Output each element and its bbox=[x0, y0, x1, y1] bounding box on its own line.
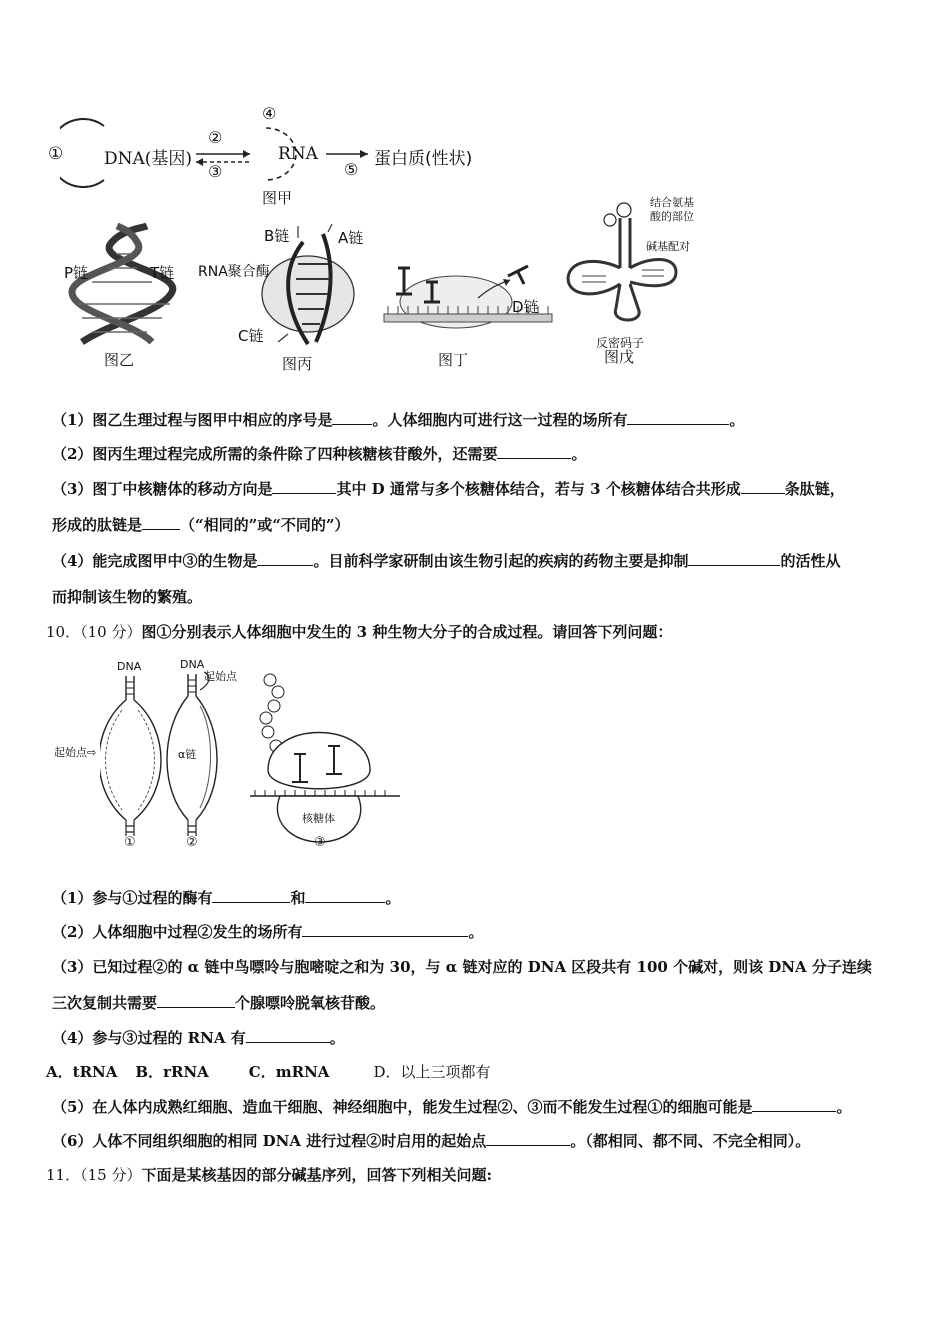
alpha-chain-label: α链 bbox=[178, 748, 197, 761]
caption-ding: 图丁 bbox=[438, 351, 469, 369]
answer-blank[interactable] bbox=[497, 444, 571, 459]
process-label-1: ① bbox=[124, 835, 136, 850]
q10-options bbox=[46, 1062, 490, 1082]
fig-jia-circ1: ① bbox=[48, 144, 64, 164]
fig-jia-circ4: ④ bbox=[262, 104, 277, 123]
rna-polymerase-label: RNA聚合酶 bbox=[198, 264, 270, 280]
answer-blank[interactable] bbox=[157, 993, 235, 1008]
anticodon-label: 反密码子 bbox=[596, 336, 645, 350]
q9-part2: （2）图丙生理过程完成所需的条件除了四种核糖核苷酸外，还需要 。 bbox=[52, 445, 587, 463]
q9-part4-cont: 而抑制该生物的繁殖。 bbox=[52, 588, 203, 606]
q10-part4: （4）参与③过程的 RNA 有 。 bbox=[52, 1029, 345, 1047]
origin-label-top: 起始点 bbox=[204, 670, 237, 683]
answer-blank[interactable] bbox=[486, 1131, 570, 1146]
caption-bing: 图丙 bbox=[282, 355, 313, 373]
caption-wu: 图戊 bbox=[604, 348, 635, 366]
fig-jia-circ2: ② bbox=[208, 128, 223, 147]
answer-blank[interactable] bbox=[272, 479, 336, 494]
option-c[interactable]: C．mRNA bbox=[248, 1063, 330, 1081]
protein-label: 蛋白质(性状) bbox=[374, 149, 473, 169]
c-chain-label: C链 bbox=[238, 327, 264, 345]
b-chain-label: B链 bbox=[264, 227, 290, 245]
answer-blank[interactable] bbox=[246, 1028, 330, 1043]
rna-label: RNA bbox=[278, 144, 318, 164]
answer-blank[interactable] bbox=[212, 888, 290, 903]
a-chain-label: A链 bbox=[338, 229, 364, 247]
process-label-2: ② bbox=[186, 835, 198, 850]
dna-gene-label: DNA(基因) bbox=[104, 149, 193, 169]
q9-part3-cont: 形成的肽链是 （“相同的”或“不同的”） bbox=[52, 516, 350, 534]
answer-blank[interactable] bbox=[332, 410, 372, 425]
q9-part3: （3）图丁中核糖体的移动方向是 其中 D 通常与多个核糖体结合，若与 3 个核糖体结合共形成 条肽链， bbox=[52, 480, 845, 498]
q10-part3: （3）已知过程②的 α 链中鸟嘌呤与胞嘧啶之和为 30，与 α 链对应的 DNA 区段共有 100 个碱对，则该 DNA 分子连续 bbox=[52, 958, 872, 976]
d-chain-label: D链 bbox=[512, 298, 539, 316]
process-label-3: ③ bbox=[314, 835, 326, 850]
origin-label-left: 起始点⇨ bbox=[54, 746, 97, 759]
answer-blank[interactable] bbox=[142, 515, 180, 530]
double-helix-diagram bbox=[52, 222, 202, 352]
caption-yi: 图乙 bbox=[104, 351, 135, 369]
q9-part4: （4）能完成图甲中③的生物是 。目前科学家研制由该生物引起的疾病的药物主要是抑制 的活性从 bbox=[52, 552, 841, 570]
ribosome-label: 核糖体 bbox=[302, 812, 335, 825]
answer-blank[interactable] bbox=[302, 922, 468, 937]
answer-blank[interactable] bbox=[627, 410, 729, 425]
p-chain-label: P链 bbox=[64, 264, 89, 282]
base-pairing-label: 碱基配对 bbox=[646, 240, 690, 253]
option-a[interactable]: A．tRNA bbox=[46, 1063, 118, 1081]
q11-heading: 11．（15 分）下面是某核基因的部分碱基序列，回答下列相关问题: bbox=[46, 1166, 492, 1184]
q10-part5: （5）在人体内成熟红细胞、造血干细胞、神经细胞中，能发生过程②、③而不能发生过程①的细胞可能是 。 bbox=[52, 1098, 852, 1116]
t-chain-label: T链 bbox=[150, 264, 175, 282]
answer-blank[interactable] bbox=[257, 551, 313, 566]
dna-label-1: DNA bbox=[117, 660, 142, 673]
q10-part1: （1）参与①过程的酶有 和 。 bbox=[52, 889, 401, 907]
option-b[interactable]: B．rRNA bbox=[135, 1063, 209, 1081]
fig-jia-circ3: ③ bbox=[208, 162, 223, 181]
q10-part6: （6）人体不同组织细胞的相同 DNA 进行过程②时启用的起始点 。（都相同、都不同、不完全相同）。 bbox=[52, 1132, 811, 1150]
answer-blank[interactable] bbox=[688, 551, 780, 566]
option-d[interactable]: D．以上三项都有 bbox=[373, 1063, 491, 1081]
dna-label-2: DNA bbox=[180, 658, 205, 671]
replication-arrow bbox=[60, 119, 104, 187]
q10-part3-cont: 三次复制共需要 个腺嘌呤脱氧核苷酸。 bbox=[52, 994, 386, 1012]
caption-jia: 图甲 bbox=[262, 189, 293, 207]
q9-part1: （1）图乙生理过程与图甲中相应的序号是 。人体细胞内可进行这一过程的场所有 。 bbox=[52, 411, 745, 429]
answer-blank[interactable] bbox=[752, 1097, 836, 1112]
answer-blank[interactable] bbox=[741, 479, 785, 494]
fig-jia-circ5: ⑤ bbox=[344, 160, 359, 179]
q10-heading: 10．（10 分）图①分别表示人体细胞中发生的 3 种生物大分子的合成过程。请回答下列问题： bbox=[46, 623, 673, 641]
q10-part2: （2）人体细胞中过程②发生的场所有 。 bbox=[52, 923, 484, 941]
synthesis-processes-diagram bbox=[100, 670, 400, 845]
aa-binding-site-label-2: 酸的部位 bbox=[650, 210, 694, 223]
aa-binding-site-label-1: 结合氨基 bbox=[650, 196, 694, 209]
answer-blank[interactable] bbox=[305, 888, 385, 903]
